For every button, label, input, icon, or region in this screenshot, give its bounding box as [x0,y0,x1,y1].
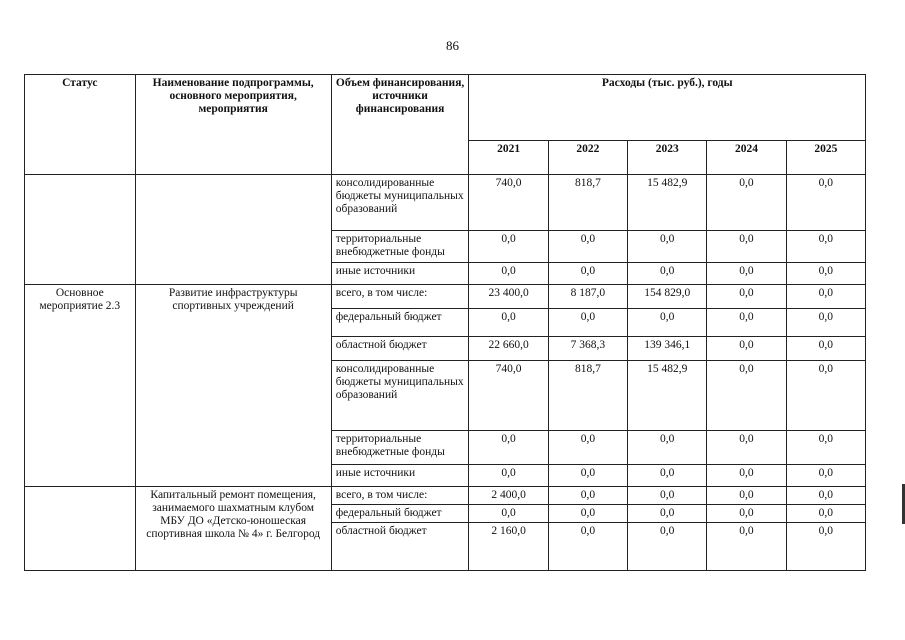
status-cell [25,175,136,285]
budget-table [24,74,866,571]
value-cell: 0,0 [786,431,865,465]
name-cell: Капитальный ремонт помещения, занимаемого шахматным клубом МБУ ДО «Детско-юношеская спортивная школа № 4» г. Белгород [135,487,331,571]
source-cell: территориальные внебюджетные фонды [331,431,469,465]
page-number: 86 [446,38,459,53]
value-cell: 0,0 [786,505,865,523]
name-cell [135,175,331,285]
name-cell: Развитие инфраструктуры спортивных учреждений [135,285,331,487]
status-cell: Основное мероприятие 2.3 [25,285,136,487]
value-cell: 7 368,3 [548,337,627,361]
value-cell: 818,7 [548,175,627,231]
value-cell: 0,0 [786,337,865,361]
header-year: 2022 [548,141,627,175]
source-cell: всего, в том числе: [331,285,469,309]
value-cell: 0,0 [548,505,627,523]
value-cell: 0,0 [786,523,865,571]
value-cell: 0,0 [707,505,786,523]
value-cell: 0,0 [469,505,548,523]
value-cell: 0,0 [548,231,627,263]
value-cell: 0,0 [628,231,707,263]
value-cell: 0,0 [628,263,707,285]
value-cell: 0,0 [786,361,865,431]
value-cell: 0,0 [786,175,865,231]
value-cell: 139 346,1 [628,337,707,361]
header-year: 2021 [469,141,548,175]
header-year: 2024 [707,141,786,175]
value-cell: 0,0 [707,361,786,431]
source-cell: федеральный бюджет [331,505,469,523]
table-row [25,175,866,231]
value-cell: 0,0 [628,309,707,337]
value-cell: 0,0 [469,263,548,285]
value-cell: 0,0 [548,431,627,465]
value-cell: 740,0 [469,175,548,231]
value-cell: 0,0 [707,337,786,361]
source-cell: иные источники [331,263,469,285]
source-cell: областной бюджет [331,523,469,571]
value-cell: 0,0 [707,175,786,231]
source-cell: территориальные внебюджетные фонды [331,231,469,263]
value-cell: 2 400,0 [469,487,548,505]
value-cell: 0,0 [786,263,865,285]
header-expenses: Расходы (тыс. руб.), годы [469,75,866,141]
source-cell: всего, в том числе: [331,487,469,505]
value-cell: 0,0 [548,487,627,505]
value-cell: 23 400,0 [469,285,548,309]
value-cell: 0,0 [628,487,707,505]
header-year: 2025 [786,141,865,175]
value-cell: 0,0 [548,309,627,337]
value-cell: 0,0 [469,431,548,465]
source-cell: областной бюджет [331,337,469,361]
header-status: Статус [25,75,136,175]
value-cell: 154 829,0 [628,285,707,309]
value-cell: 22 660,0 [469,337,548,361]
value-cell: 15 482,9 [628,175,707,231]
status-cell [25,487,136,571]
header-year: 2023 [628,141,707,175]
value-cell: 0,0 [628,523,707,571]
value-cell: 0,0 [469,465,548,487]
value-cell: 15 482,9 [628,361,707,431]
value-cell: 0,0 [548,263,627,285]
value-cell: 0,0 [469,309,548,337]
value-cell: 8 187,0 [548,285,627,309]
value-cell: 0,0 [707,309,786,337]
value-cell: 0,0 [707,523,786,571]
value-cell: 0,0 [628,465,707,487]
value-cell: 0,0 [786,285,865,309]
value-cell: 818,7 [548,361,627,431]
value-cell: 740,0 [469,361,548,431]
value-cell: 0,0 [548,465,627,487]
value-cell: 0,0 [707,487,786,505]
source-cell: федеральный бюджет [331,309,469,337]
source-cell: иные источники [331,465,469,487]
value-cell: 2 160,0 [469,523,548,571]
value-cell: 0,0 [786,309,865,337]
value-cell: 0,0 [707,465,786,487]
value-cell: 0,0 [786,465,865,487]
value-cell: 0,0 [548,523,627,571]
header-name: Наименование подпрограммы, основного мероприятия, мероприятия [135,75,331,175]
value-cell: 0,0 [786,487,865,505]
value-cell: 0,0 [628,505,707,523]
table-row [25,285,866,309]
value-cell: 0,0 [707,231,786,263]
header-funding: Объем финансирования, источники финансирования [331,75,469,175]
value-cell: 0,0 [707,263,786,285]
source-cell: консолидированные бюджеты муниципальных образований [331,175,469,231]
source-cell: консолидированные бюджеты муниципальных образований [331,361,469,431]
value-cell: 0,0 [628,431,707,465]
value-cell: 0,0 [469,231,548,263]
value-cell: 0,0 [707,431,786,465]
value-cell: 0,0 [707,285,786,309]
value-cell: 0,0 [786,231,865,263]
table-row [25,487,866,505]
